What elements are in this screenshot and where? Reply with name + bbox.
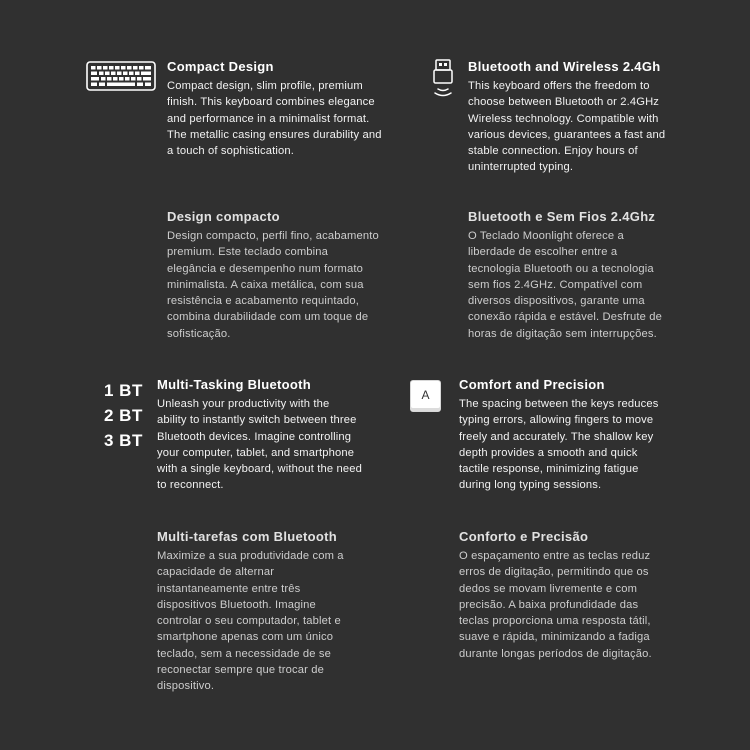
- multi-tarefas-title: Multi-tarefas com Bluetooth: [157, 529, 337, 544]
- conforto-precisao-title: Conforto e Precisão: [459, 529, 589, 544]
- usb-receiver-icon: [430, 58, 456, 107]
- multi-tasking-text: Unleash your productivity with the ability to instantly switch between three Bluetooth devices. Imagine controlling your computer, tablet, and smartphone with a single keyboard, without the need to reconnect.: [157, 398, 363, 492]
- multi-tasking-section: [157, 376, 362, 494]
- keyboard-icon: [86, 61, 156, 96]
- conforto-precisao-section: [459, 528, 669, 662]
- comfort-precision-text: The spacing between the keys reduces typing errors, allowing fingers to move freely and accurately. The shallow key depth provides a smooth and quick tactile response, minimizing fatigue during long typing sessions.: [459, 398, 659, 492]
- multi-tarefas-section: [157, 528, 363, 695]
- keycap-label: A: [421, 387, 430, 402]
- multi-tarefas-text: Maximize a sua produtividade com a capacidade de alternar instantaneamente entre três dispositivos Bluetooth. Imagine controlar o seu computador, tablet e smartphone apenas com um único teclado, sem a necessidade de se reconectar sempre que trocar de dispositivo.: [157, 550, 344, 693]
- bluetooth-sem-fios-title: Bluetooth e Sem Fios 2.4Ghz: [468, 209, 656, 224]
- bluetooth-sem-fios-section: [468, 208, 672, 342]
- compact-design-title: Compact Design: [167, 59, 274, 74]
- comfort-precision-title: Comfort and Precision: [459, 377, 605, 392]
- bluetooth-channels-list: [104, 378, 143, 453]
- bluetooth-sem-fios-text: O Teclado Moonlight oferece a liberdade de escolher entre a tecnologia Bluetooth ou a tecnologia sem fios 2.4GHz. Compatível com diversos dispositivos, garante uma conexão rápida e estável. Desfrute de horas de digitação sem interrupções.: [468, 230, 662, 340]
- comfort-precision-section: [459, 376, 669, 494]
- conforto-precisao-text: O espaçamento entre as teclas reduz erros de digitação, permitindo que os dedos se movam livremente e com precisão. A baixa profundidade das teclas proporciona uma resposta tátil, suave e rápida, minimizando a fadiga durante longas períodos de digitação.: [459, 550, 652, 660]
- multi-tasking-title: Multi-Tasking Bluetooth: [157, 377, 311, 392]
- bt-channel-3: 3 BT: [104, 431, 143, 450]
- design-compacto-text: Design compacto, perfil fino, acabamento premium. Este teclado combina elegância e desempenho num formato minimalista. A caixa metálica, com sua resistência e acabamento requintado, combina durabilidade com um toque de sofisticação.: [167, 230, 379, 340]
- bt-channel-1: 1 BT: [104, 381, 143, 400]
- bluetooth-wireless-text: This keyboard offers the freedom to choose between Bluetooth or 2.4GHz Wireless technology. Compatible with various devices, guarantees a fast and stable connection. Enjoy hours of uninterrupted typing.: [468, 80, 666, 174]
- compact-design-text: Compact design, slim profile, premium finish. This keyboard combines elegance and performance in a minimalist format. The metallic casing ensures durability and a touch of sophistication.: [167, 80, 382, 158]
- bt-channel-2: 2 BT: [104, 406, 143, 425]
- bluetooth-wireless-section: [468, 58, 666, 176]
- compact-design-section: [167, 58, 382, 159]
- design-compacto-title: Design compacto: [167, 209, 280, 224]
- bluetooth-wireless-title: Bluetooth and Wireless 2.4Gh: [468, 59, 661, 74]
- design-compacto-section: [167, 208, 379, 342]
- keycap-icon: [410, 380, 441, 412]
